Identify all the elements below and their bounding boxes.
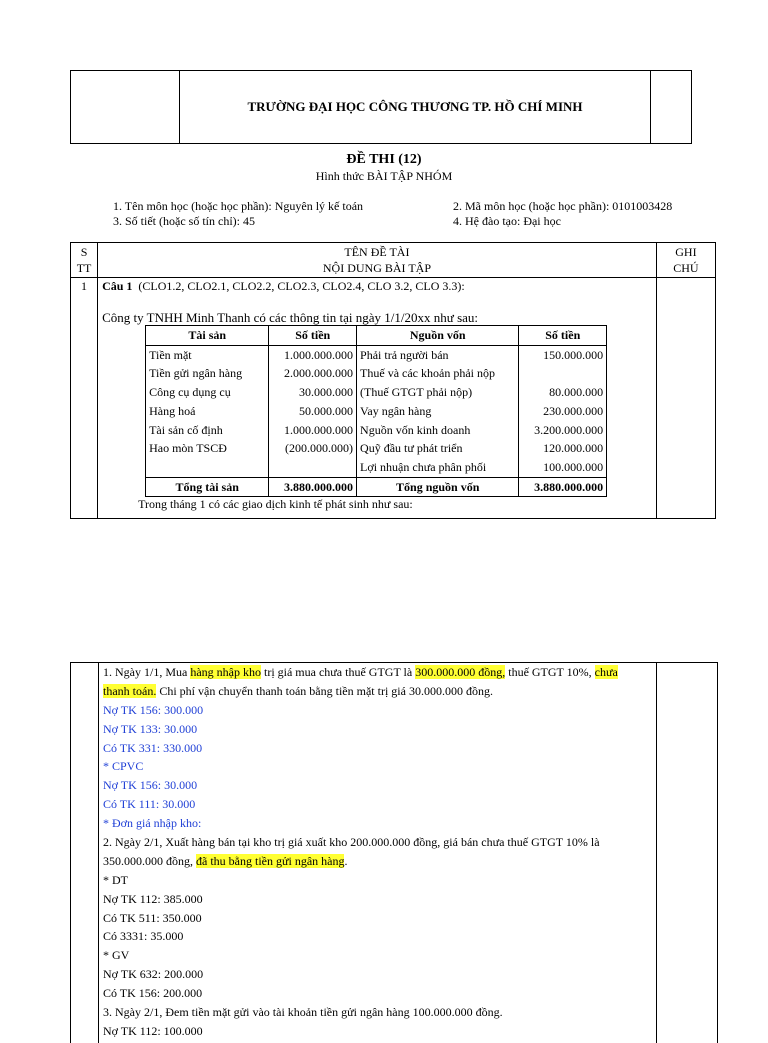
entry-line: Có TK 511: 350.000 [103,910,202,925]
t1-highlight-amount: 300.000.000 đồng, [415,665,506,679]
balance-cell: Công cụ dụng cụ [149,385,231,400]
entry-line: Có TK 156: 200.000 [103,986,203,1001]
header-right-cell [650,71,691,143]
balance-cell: (Thuế GTGT phải nộp) [357,383,519,402]
balance-cell: 120.000.000 [519,439,607,458]
balance-cell: Tài sản cố định [149,422,223,437]
balance-cell: Quỹ đầu tư phát triển [357,439,519,458]
question-cell [98,278,657,519]
school-name: TRƯỜNG ĐẠI HỌC CÔNG THƯƠNG TP. HỒ CHÍ MINH [247,99,583,114]
balance-cell: Tiền gửi ngân hàng [149,366,243,381]
balance-cell: Lợi nhuận chưa phân phối [357,458,519,477]
entry-line: * GV [103,948,130,963]
entry-line: Nợ TK 112: 385.000 [103,891,203,906]
balance-cell: 230.000.000 [519,402,607,421]
t1-text-a: 1. Ngày 1/1, Mua [103,665,191,679]
transaction-2-line2 [103,852,651,871]
balance-body [146,345,607,477]
question-label: Câu 1 [102,279,133,293]
entry-line: * Đơn giá nhập kho: [103,816,202,831]
balance-cell: 1.000.000.000 [269,345,357,364]
note-header-line1: GHI [675,245,697,259]
balance-cell: 150.000.000 [519,345,607,364]
transaction-3-line: 3. Ngày 2/1, Đem tiền mặt gửi vào tài khoản tiền gửi ngân hàng 100.000.000 đồng. [103,1005,503,1020]
row-number: 1 [71,278,98,519]
balance-row [146,439,607,458]
transaction-2-line1: 2. Ngày 2/1, Xuất hàng bán tại kho trị giá xuất kho 200.000.000 đồng, giá bán chưa thuế GTGT 10% là [103,835,600,850]
t1-highlight-unpaid-a: chưa [594,665,618,679]
balance-cell: (200.000.000) [269,439,357,458]
balance-cell: Vay ngân hàng [357,402,519,421]
transaction-1-line2 [103,682,651,701]
question-heading [102,278,652,294]
assignment-table [70,242,716,519]
balance-cell [269,458,357,477]
stt-header-line1: S [80,245,88,259]
t2-text-c: . [344,853,348,868]
stt-column-divider [98,663,99,1043]
balance-cell: Nguồn vốn kinh doanh [357,421,519,440]
balance-row [146,383,607,402]
balance-cell: 2.000.000.000 [269,364,357,383]
entry-line: Có 3331: 35.000 [103,929,184,944]
note-column-divider [656,663,657,1043]
balance-cell: Hàng hoá [149,403,196,418]
stt-header [71,243,98,278]
balance-cell: 1.000.000.000 [269,421,357,440]
note-cell [656,278,715,519]
table-header-row [71,243,716,278]
balance-row [146,345,607,364]
header-left-cell [71,71,180,143]
balance-header-cell: Số tiền [269,326,357,346]
entry-line: * DT [103,872,128,887]
balance-sheet-table [145,325,607,497]
continuation-table [70,662,718,1043]
transactions-cell [103,663,651,1041]
exam-title: ĐỀ THI (12) [346,152,422,167]
entry-line: Nợ TK 112: 100.000 [103,1023,203,1038]
exam-form: Hình thức BÀI TẬP NHÓM [315,169,453,183]
balance-total-cell: Tổng nguồn vốn [357,477,519,497]
balance-total-cell: 3.880.000.000 [519,477,607,497]
balance-header-cell: Nguồn vốn [357,326,519,346]
balance-total-cell: Tổng tài sản [146,477,269,497]
entry-line: Nợ TK 133: 30.000 [103,721,198,736]
content-header [98,243,657,278]
balance-cell [146,458,269,477]
balance-cell: Phải trả người bán [357,345,519,364]
balance-cell: 50.000.000 [269,402,357,421]
t1-highlight-goods: hàng nhập kho [190,665,261,679]
question-intro: Công ty TNHH Minh Thanh có các thông tin tại ngày 1/1/20xx như sau: [102,310,479,325]
balance-cell [519,364,607,383]
course-code: 2. Mã môn học (hoặc học phần): 0101003428 [453,199,673,213]
balance-header-row [146,326,607,346]
content-header-line2: NỘI DUNG BÀI TẬP [322,261,431,275]
balance-header-cell: Tài sản [146,326,269,346]
training-system: 4. Hệ đào tạo: Đại học [453,214,561,228]
balance-row [146,364,607,383]
balance-cell: 30.000.000 [269,383,357,402]
balance-cell: 100.000.000 [519,458,607,477]
balance-total-cell: 3.880.000.000 [269,477,357,497]
t1-highlight-unpaid-b: thanh toán. [103,683,157,698]
balance-header-cell: Số tiền [519,326,607,346]
transactions-intro: Trong tháng 1 có các giao dịch kinh tế phát sinh như sau: [138,497,413,512]
entry-line: Có TK 331: 330.000 [103,740,203,755]
note-header-line2: CHÚ [673,261,699,275]
entry-line: Nợ TK 156: 30.000 [103,778,198,793]
t2-text-b: 350.000.000 đồng, [103,853,196,868]
entry-line: Nợ TK 156: 300.000 [103,702,204,717]
balance-row [146,458,607,477]
entry-line: Nợ TK 632: 200.000 [103,967,204,982]
entry-line: * CPVC [103,759,144,774]
t1-text-c: thuế GTGT 10%, [505,665,595,679]
entry-line: Có TK 111: 30.000 [103,797,196,812]
course-credits: 3. Số tiết (hoặc số tín chỉ): 45 [113,214,255,228]
balance-cell: 80.000.000 [519,383,607,402]
balance-cell: Thuế và các khoản phải nộp [357,364,519,383]
balance-row [146,402,607,421]
balance-cell: Tiền mặt [149,347,192,362]
school-header-box [70,70,692,144]
balance-cell: 3.200.000.000 [519,421,607,440]
transaction-1-line1 [103,663,651,682]
balance-total-row [146,477,607,497]
t2-highlight-bank: đã thu bằng tiền gửi ngân hàng [196,853,345,868]
content-header-line1: TÊN ĐỀ TÀI [344,245,410,259]
t1-text-d: Chi phí vận chuyển thanh toán bằng tiền mặt trị giá 30.000.000 đồng. [156,683,493,698]
t1-text-b: trị giá mua chưa thuế GTGT là [260,665,416,679]
note-header [656,243,715,278]
course-name: 1. Tên môn học (hoặc học phần): Nguyên lý kế toán [113,199,364,213]
balance-row [146,421,607,440]
balance-cell: Hao mòn TSCĐ [149,441,227,456]
question-clo: (CLO1.2, CLO2.1, CLO2.2, CLO2.3, CLO2.4, CLO 3.2, CLO 3.3): [138,279,465,293]
stt-header-line2: TT [76,261,92,275]
table-row [71,278,716,519]
